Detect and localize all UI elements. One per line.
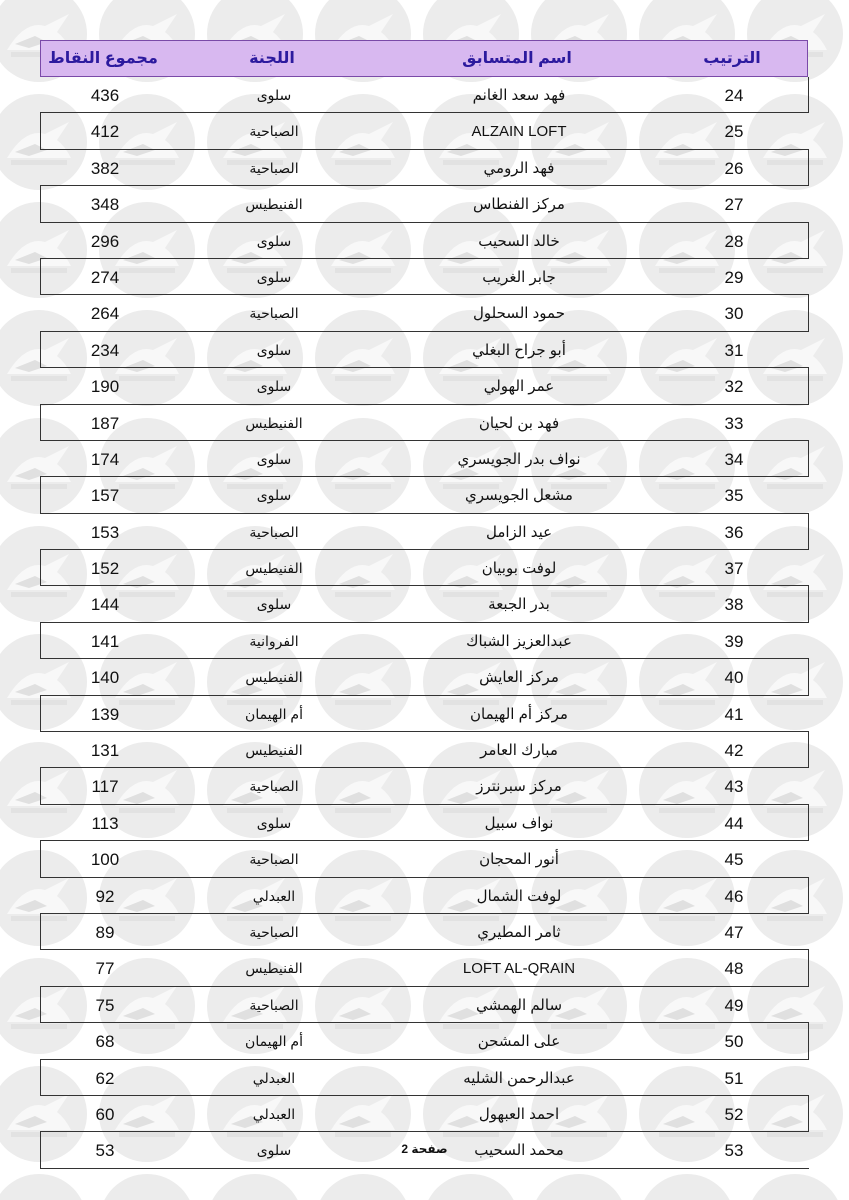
club-cell: الصباحية [249,523,299,540]
name-cell: حمود السحلول [473,305,565,323]
rank-cell: 43 [724,777,744,797]
table-row [40,550,809,586]
table-row [40,841,809,877]
name-cell: نواف بدر الجويسري [457,450,581,468]
points-cell: 139 [90,704,120,724]
club-cell: سلوى [256,596,292,613]
club-cell: سلوى [256,87,292,103]
table-row [40,696,809,732]
table-row [40,1096,809,1132]
table-row [40,150,809,186]
points-cell: 60 [95,1104,115,1124]
rank-cell: 29 [724,267,744,287]
name-cell: احمد العبهول [478,1105,560,1123]
table-header [40,40,808,77]
header-rank: الترتيب [703,50,761,67]
points-cell: 77 [95,959,115,979]
points-cell: 436 [90,86,120,105]
table-row [40,332,809,368]
header-club: اللجنة [249,50,295,67]
name-cell: مشعل الجويسري [465,487,573,505]
points-cell: 153 [90,522,120,542]
club-cell: الصباحية [249,778,299,795]
points-cell: 348 [90,195,120,215]
club-cell: سلوى [256,487,292,504]
rank-cell: 41 [724,704,744,724]
rank-cell: 45 [724,850,744,870]
table-row [40,186,809,222]
club-cell: سلوى [256,814,292,831]
rank-cell: 25 [724,122,744,142]
header-name: اسم المتسابق [462,50,572,67]
name-cell: فهد بن لحيان [478,414,560,432]
points-cell: 264 [90,304,120,324]
table-row [40,1023,809,1059]
points-cell: 382 [90,158,120,178]
club-cell: الصباحية [249,123,299,140]
rank-cell: 40 [724,668,744,688]
name-cell: أبو جراح البغلي [472,341,566,359]
club-cell: الفنيطيس [245,742,303,759]
table-row [40,1060,809,1096]
page-number: صفحة 2 [401,1142,448,1156]
table-row [40,732,809,768]
points-cell: 141 [90,631,120,651]
club-cell: سلوى [256,341,292,358]
points-cell: 234 [90,340,120,360]
rank-cell: 47 [724,922,744,942]
rank-cell: 51 [724,1068,744,1088]
club-cell: الصباحية [249,996,299,1013]
rank-cell: 52 [724,1104,744,1124]
rank-cell: 35 [724,486,744,506]
rank-cell: 31 [724,340,744,360]
header-points: مجموع النقاط [48,50,158,67]
rank-cell: 46 [724,886,744,906]
rank-cell: 53 [724,1141,744,1161]
table-row [40,295,809,331]
rank-cell: 38 [724,595,744,615]
club-cell: أم الهيمان [245,705,303,722]
rank-cell: 32 [724,377,744,397]
club-cell: الصباحية [249,851,299,868]
table-row [40,223,809,259]
rank-cell: 44 [724,813,744,833]
club-cell: الفنيطيس [245,414,303,431]
points-cell: 62 [95,1068,115,1088]
club-cell: الفنيطيس [245,196,303,213]
rank-cell: 33 [724,413,744,433]
name-cell: جابر الغريب [482,268,556,286]
rank-cell: 30 [724,304,744,324]
table-row [40,113,809,149]
club-cell: سلوى [256,268,292,285]
points-cell: 412 [90,122,120,142]
name-cell: عبدالرحمن الشليه [463,1069,575,1087]
table-row [40,623,809,659]
table-row [40,950,809,986]
club-cell: العبدلي [252,1069,296,1086]
points-cell: 100 [90,850,120,870]
rank-cell: 50 [724,1032,744,1052]
rank-cell: 26 [724,158,744,178]
results-table [0,77,849,1169]
name-cell: LOFT AL-QRAIN [462,960,576,978]
club-cell: أم الهيمان [245,1033,303,1050]
name-cell: أنور المحجان [479,851,559,869]
club-cell: سلوى [256,450,292,467]
name-cell: لوفت الشمال [476,887,562,905]
table-row [40,878,809,914]
points-cell: 113 [91,813,119,833]
name-cell: فهد سعد الغانم [472,87,566,104]
table-row [40,477,809,513]
name-cell: عبدالعزيز الشباك [466,632,572,650]
table-row [40,259,809,295]
table-row [40,514,809,550]
table-row [40,441,809,477]
name-cell: خالد السحيب [478,232,560,250]
rank-cell: 28 [724,231,744,251]
club-cell: الصباحية [249,305,299,322]
points-cell: 152 [90,559,120,579]
rank-cell: 24 [724,86,744,105]
name-cell: مبارك العامر [480,742,558,760]
club-cell: الفروانية [249,632,299,649]
points-cell: 117 [91,777,119,797]
table-row [40,368,809,404]
club-cell: الفنيطيس [245,669,303,686]
name-cell: على المشحن [477,1033,561,1051]
name-cell: ثامر المطيري [477,923,561,941]
points-cell: 144 [90,595,120,615]
rank-cell: 42 [724,741,744,761]
points-cell: 190 [90,377,120,397]
name-cell: بدر الجبعة [488,596,550,614]
points-cell: 53 [95,1141,115,1161]
name-cell: نواف سبيل [484,814,554,832]
rank-cell: 39 [724,631,744,651]
name-cell: مركز العايش [479,669,559,687]
club-cell: العبدلي [252,1105,296,1122]
club-cell: سلوى [256,1142,292,1159]
points-cell: 296 [90,231,120,251]
name-cell: فهد الرومي [483,159,555,177]
table-row [40,586,809,622]
name-cell: سالم الهمشي [475,996,563,1014]
table-row [40,405,809,441]
table-row [40,659,809,695]
club-cell: الصباحية [249,923,299,940]
table-row [40,987,809,1023]
points-cell: 75 [95,995,115,1015]
points-cell: 140 [90,668,120,688]
points-cell: 187 [90,413,120,433]
name-cell: مركز الفنطاس [473,196,565,214]
table-row [40,768,809,804]
name-cell: عمر الهولي [483,378,555,396]
name-cell: محمد السحيب [474,1142,564,1160]
name-cell: مركز سبرنترز [476,778,562,796]
points-cell: 274 [90,267,120,287]
club-cell: سلوى [256,378,292,395]
points-cell: 157 [90,486,120,506]
club-cell: العبدلي [252,887,296,904]
points-cell: 92 [95,886,115,906]
name-cell: مركز أم الهيمان [470,705,568,723]
club-cell: الفنيطيس [245,560,303,577]
table-row [40,914,809,950]
name-cell: لوفت بوبيان [481,560,557,578]
rank-cell: 37 [724,559,744,579]
points-cell: 174 [90,449,120,469]
points-cell: 89 [95,922,115,942]
points-cell: 131 [90,741,120,761]
rank-cell: 49 [724,995,744,1015]
name-cell: عيد الزامل [485,523,553,541]
rank-cell: 48 [724,959,744,979]
club-cell: سلوى [256,232,292,249]
points-cell: 68 [95,1032,115,1052]
table-row [40,77,809,113]
club-cell: الفنيطيس [245,960,303,977]
table-row [40,805,809,841]
rank-cell: 34 [724,449,744,469]
name-cell: ALZAIN LOFT [471,123,567,141]
rank-cell: 27 [724,195,744,215]
rank-cell: 36 [724,522,744,542]
club-cell: الصباحية [249,159,299,176]
